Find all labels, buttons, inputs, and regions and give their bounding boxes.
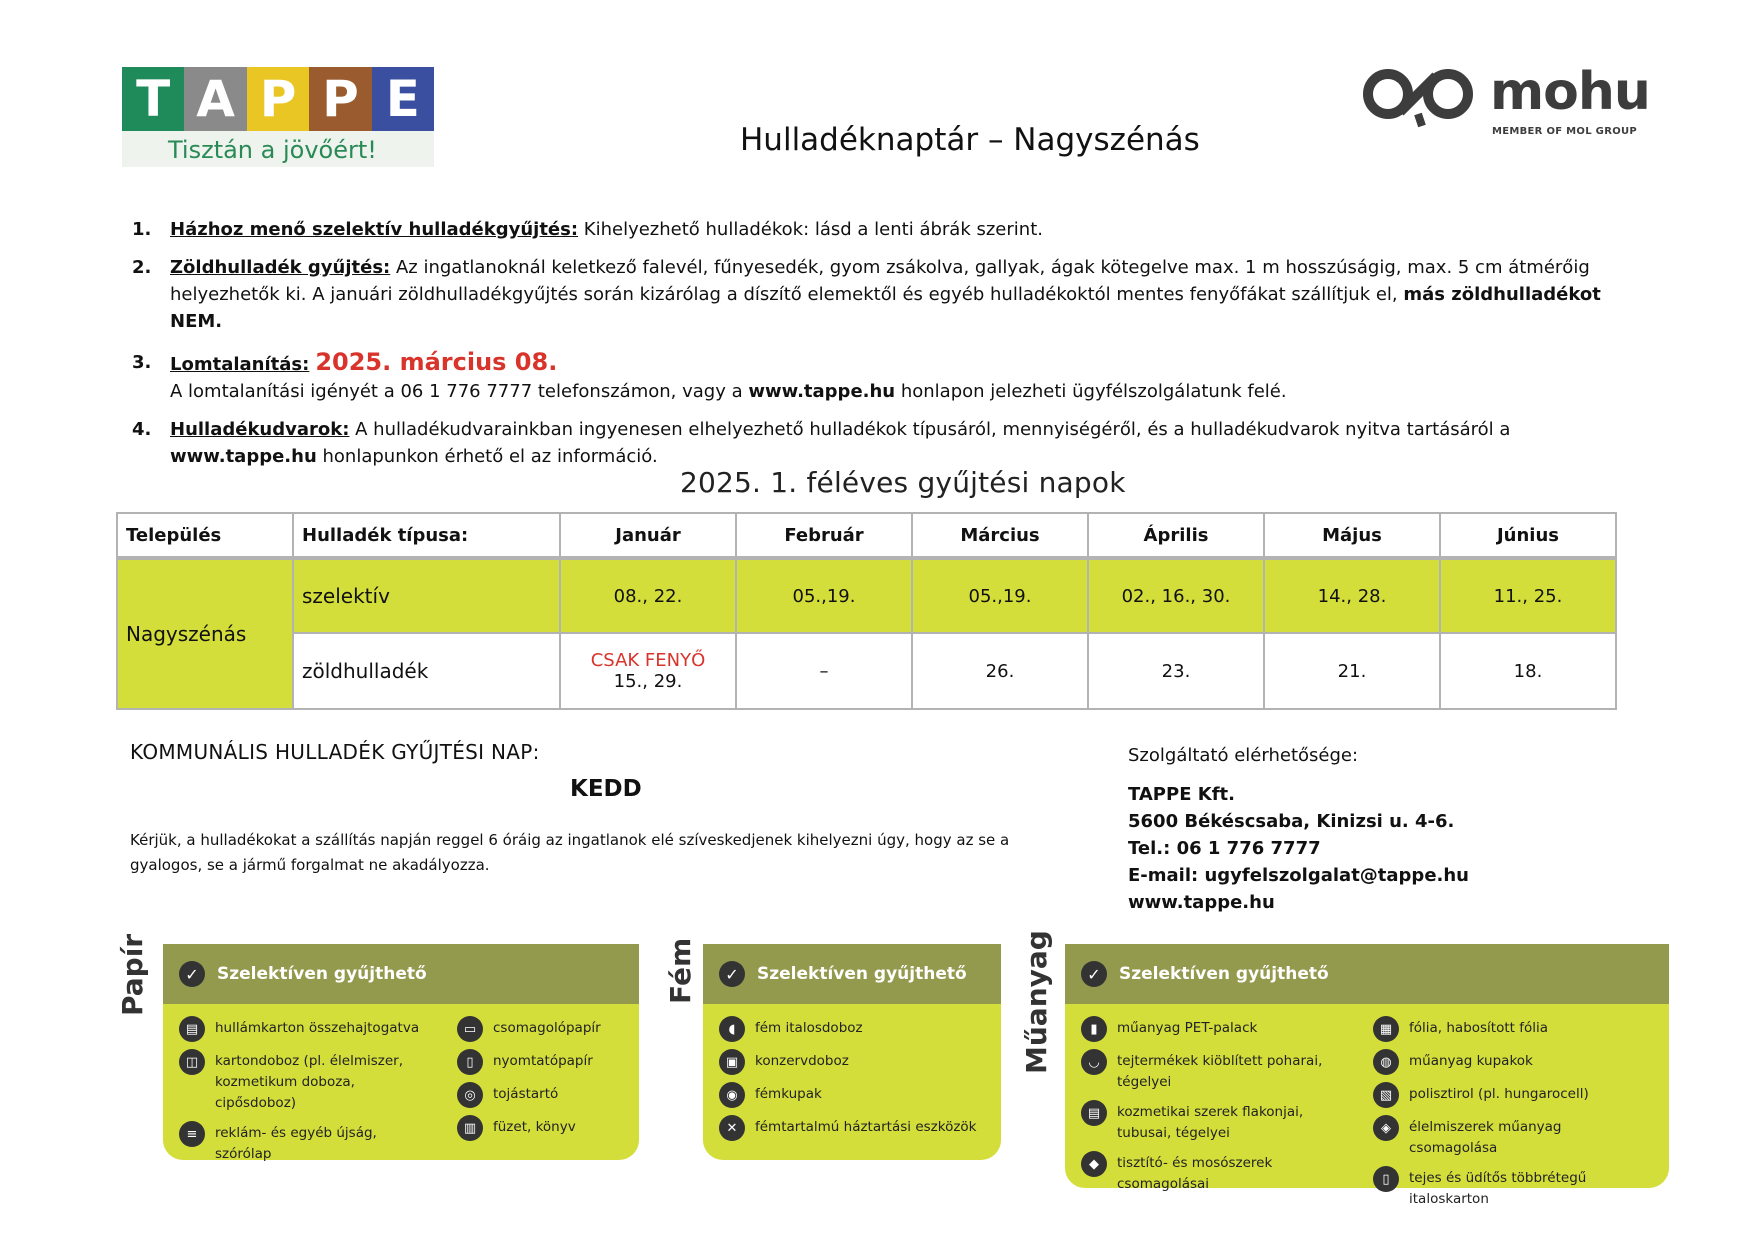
detergent-icon: ◆ — [1081, 1151, 1107, 1177]
card-title: Szelektíven gyűjthető — [217, 964, 427, 984]
item-label: kartondoboz (pl. élelmiszer, kozmetikum doboza, cipősdoboz) — [215, 1053, 403, 1111]
contact-block — [1128, 742, 1469, 916]
column-header: Április — [1088, 513, 1264, 558]
polystyrene-icon: ▧ — [1373, 1082, 1399, 1108]
wrapping-paper-icon: ▭ — [457, 1016, 483, 1042]
cardboard-icon: ▤ — [179, 1016, 205, 1042]
card-title: Szelektíven gyűjthető — [757, 964, 967, 984]
tools-icon: ✕ — [719, 1115, 745, 1141]
check-icon: ✓ — [719, 961, 745, 987]
yogurt-cup-icon: ◡ — [1081, 1049, 1107, 1075]
contact-name: TAPPE Kft. — [1128, 784, 1235, 805]
kommunalis-day: KEDD — [570, 776, 642, 802]
table-header-row — [117, 513, 1616, 558]
list-text: Kihelyezhető hulladékok: lásd a lenti ábrák szerint. — [578, 219, 1043, 240]
item-label: fémtartalmú háztartási eszközök — [755, 1119, 977, 1135]
list-text: honlapunkon érhető el az információ. — [316, 446, 658, 467]
card-body — [1065, 1004, 1669, 1233]
item-label: fémkupak — [755, 1086, 822, 1102]
schedule-title: 2025. 1. féléves gyűjtési napok — [680, 466, 1126, 499]
date-value: 15., 29. — [613, 671, 683, 692]
can-icon: ◖ — [719, 1016, 745, 1042]
waste-type-cell: szelektív — [293, 558, 560, 633]
list-item — [1373, 1084, 1653, 1108]
cap-icon: ◍ — [1373, 1049, 1399, 1075]
website-link[interactable]: www.tappe.hu — [170, 446, 317, 467]
list-item — [457, 1117, 623, 1141]
item-label: csomagolópapír — [493, 1020, 601, 1036]
muanyag-card — [1065, 944, 1669, 1207]
date-cell: 05.,19. — [912, 558, 1088, 633]
date-cell: 02., 16., 30. — [1088, 558, 1264, 633]
card-header — [1065, 944, 1669, 1004]
tappe-logo — [122, 67, 434, 167]
papir-card — [163, 944, 639, 1160]
list-item — [179, 1051, 437, 1114]
muanyag-label: Műanyag — [1020, 930, 1053, 1074]
list-item — [132, 254, 1652, 335]
list-item — [1081, 1018, 1353, 1042]
item-label: tejtermékek kiöblített poharai, tégelyei — [1117, 1053, 1323, 1090]
list-item — [1373, 1117, 1653, 1159]
town-cell: Nagyszénás — [117, 558, 293, 709]
card-header — [163, 944, 639, 1004]
food-packaging-icon: ◈ — [1373, 1115, 1399, 1141]
list-item — [719, 1084, 985, 1108]
contact-website[interactable]: www.tappe.hu — [1128, 892, 1275, 913]
item-label: nyomtatópapír — [493, 1053, 593, 1069]
foil-icon: ▦ — [1373, 1016, 1399, 1042]
kommunalis-note: Kérjük, a hulladékokat a szállítás napján reggel 6 óráig az ingatlanok elé szíveskedjenek kihelyezni úgy, hogy az se a gyalogos, se a jármű forgalmat ne akadályozza. — [130, 831, 1010, 874]
item-label: műanyag PET-palack — [1117, 1020, 1258, 1036]
date-cell: 26. — [912, 633, 1088, 709]
egg-carton-icon: ◎ — [457, 1082, 483, 1108]
date-cell: 05.,19. — [736, 558, 912, 633]
newspaper-icon: ≡ — [179, 1121, 205, 1147]
column-header: Május — [1264, 513, 1440, 558]
item-label: reklám- és egyéb újság, szórólap — [215, 1125, 377, 1162]
list-text: honlapon jelezheti ügyfélszolgálatunk felé. — [895, 381, 1287, 402]
table-row — [117, 633, 1616, 709]
list-heading: Házhoz menő szelektív hulladékgyűjtés: — [170, 219, 579, 240]
list-item — [132, 416, 1652, 470]
tappe-letters — [122, 67, 434, 131]
tappe-letter: P — [309, 67, 371, 131]
list-item — [132, 216, 1652, 243]
table-row — [117, 558, 1616, 633]
tappe-slogan: Tisztán a jövőért! — [122, 131, 434, 167]
item-label: kozmetikai szerek flakonjai, tubusai, tégelyei — [1117, 1104, 1304, 1141]
fem-label: Fém — [664, 937, 697, 1004]
check-icon: ✓ — [179, 961, 205, 987]
list-number: 3. — [132, 352, 152, 373]
list-item — [179, 1018, 437, 1042]
tappe-letter: E — [372, 67, 434, 131]
date-cell: 14., 28. — [1264, 558, 1440, 633]
website-link[interactable]: www.tappe.hu — [748, 381, 896, 402]
papir-label: Papír — [116, 933, 149, 1016]
card-title: Szelektíven gyűjthető — [1119, 964, 1329, 984]
waste-type-cell: zöldhulladék — [293, 633, 560, 709]
list-item — [1373, 1168, 1653, 1210]
fem-card — [703, 944, 1001, 1160]
printer-paper-icon: ▯ — [457, 1049, 483, 1075]
pet-bottle-icon: ▮ — [1081, 1016, 1107, 1042]
column-header: Hulladék típusa: — [293, 513, 560, 558]
item-label: tojástartó — [493, 1086, 559, 1102]
list-number: 4. — [132, 419, 152, 440]
item-label: fém italosdoboz — [755, 1020, 863, 1036]
schedule-table — [116, 512, 1617, 710]
list-text: A hulladékudvarainkban ingyenesen elhelyezhető hulladékok típusáról, mennyiségéről, és a hulladékudvarok nyitva tartásáról a — [349, 419, 1511, 440]
item-label: műanyag kupakok — [1409, 1053, 1533, 1069]
list-item — [457, 1051, 623, 1075]
mohu-symbol-icon — [1360, 64, 1480, 134]
tin-can-icon: ▣ — [719, 1049, 745, 1075]
list-bold-text: más zöldhulladékot NEM. — [170, 284, 1601, 332]
lomtalanitas-date: 2025. március 08. — [315, 348, 558, 376]
mohu-subtitle: MEMBER OF MOL GROUP — [1492, 126, 1638, 137]
list-item — [719, 1018, 985, 1042]
card-header — [703, 944, 1001, 1004]
list-item — [1081, 1102, 1353, 1144]
list-heading: Lomtalanítás: — [170, 354, 310, 375]
list-item — [1081, 1153, 1353, 1195]
list-item — [719, 1117, 985, 1141]
book-icon: ▥ — [457, 1115, 483, 1141]
date-cell — [560, 633, 736, 709]
tappe-letter: T — [122, 67, 184, 131]
date-cell: 23. — [1088, 633, 1264, 709]
item-label: élelmiszerek műanyag csomagolása — [1409, 1119, 1562, 1156]
card-body — [163, 1004, 639, 1188]
tappe-letter: P — [247, 67, 309, 131]
list-number: 1. — [132, 219, 152, 240]
list-item — [1373, 1051, 1653, 1075]
card-body — [703, 1004, 1001, 1164]
list-item — [457, 1018, 623, 1042]
list-text: A lomtalanítási igényét a 06 1 776 7777 telefonszámon, vagy a — [170, 381, 749, 402]
date-cell: – — [736, 633, 912, 709]
list-heading: Zöldhulladék gyűjtés: — [170, 257, 391, 278]
contact-label: Szolgáltató elérhetősége: — [1128, 745, 1359, 766]
list-item — [719, 1051, 985, 1075]
item-label: konzervdoboz — [755, 1053, 849, 1069]
column-header: Február — [736, 513, 912, 558]
info-list — [132, 216, 1652, 481]
page-title: Hulladéknaptár – Nagyszénás — [740, 122, 1200, 158]
list-number: 2. — [132, 257, 152, 278]
column-header: Március — [912, 513, 1088, 558]
contact-phone[interactable]: Tel.: 06 1 776 7777 — [1128, 838, 1321, 859]
date-cell: 21. — [1264, 633, 1440, 709]
check-icon: ✓ — [1081, 961, 1107, 987]
item-label: fólia, habosított fólia — [1409, 1020, 1549, 1036]
list-text: Az ingatlanoknál keletkező falevél, fűnyesedék, gyom zsákolva, gallyak, ágak kötegelve max. 1 m hosszúságig, max. 5 cm átmérőig helyezhetők ki. A januári zöldhulladékgyűjtés során kizárólag a díszítő elemektől és egyéb hulladékoktól mentes fenyőfákat szállítjuk el, — [170, 257, 1590, 305]
list-item — [132, 349, 1652, 405]
mohu-logo — [1360, 64, 1660, 144]
column-header: Település — [117, 513, 293, 558]
list-item — [1081, 1051, 1353, 1093]
list-item — [1373, 1018, 1653, 1042]
item-label: hullámkarton összehajtogatva — [215, 1020, 420, 1036]
contact-address: 5600 Békéscsaba, Kinizsi u. 4-6. — [1128, 811, 1455, 832]
item-label: füzet, könyv — [493, 1119, 576, 1135]
box-icon: ◫ — [179, 1049, 205, 1075]
contact-email[interactable]: E-mail: ugyfelszolgalat@tappe.hu — [1128, 865, 1469, 886]
item-label: tejes és üdítős többrétegű italoskarton — [1409, 1170, 1587, 1207]
item-label: polisztirol (pl. hungarocell) — [1409, 1086, 1589, 1102]
list-item — [179, 1123, 437, 1165]
date-cell: 08., 22. — [560, 558, 736, 633]
date-cell: 18. — [1440, 633, 1616, 709]
column-header: Június — [1440, 513, 1616, 558]
list-heading: Hulladékudvarok: — [170, 419, 350, 440]
tappe-letter: A — [184, 67, 246, 131]
bottle-cap-icon: ◉ — [719, 1082, 745, 1108]
fenyo-note: CSAK FENYŐ — [590, 650, 706, 671]
drink-carton-icon: ▯ — [1373, 1166, 1399, 1192]
item-label: tisztító- és mosószerek csomagolásai — [1117, 1155, 1273, 1192]
date-cell: 11., 25. — [1440, 558, 1616, 633]
kommunalis-label: KOMMUNÁLIS HULLADÉK GYŰJTÉSI NAP: — [130, 740, 540, 764]
cosmetics-bottle-icon: ▤ — [1081, 1100, 1107, 1126]
column-header: Január — [560, 513, 736, 558]
mohu-wordmark: mohu — [1490, 62, 1650, 122]
list-item — [457, 1084, 623, 1108]
